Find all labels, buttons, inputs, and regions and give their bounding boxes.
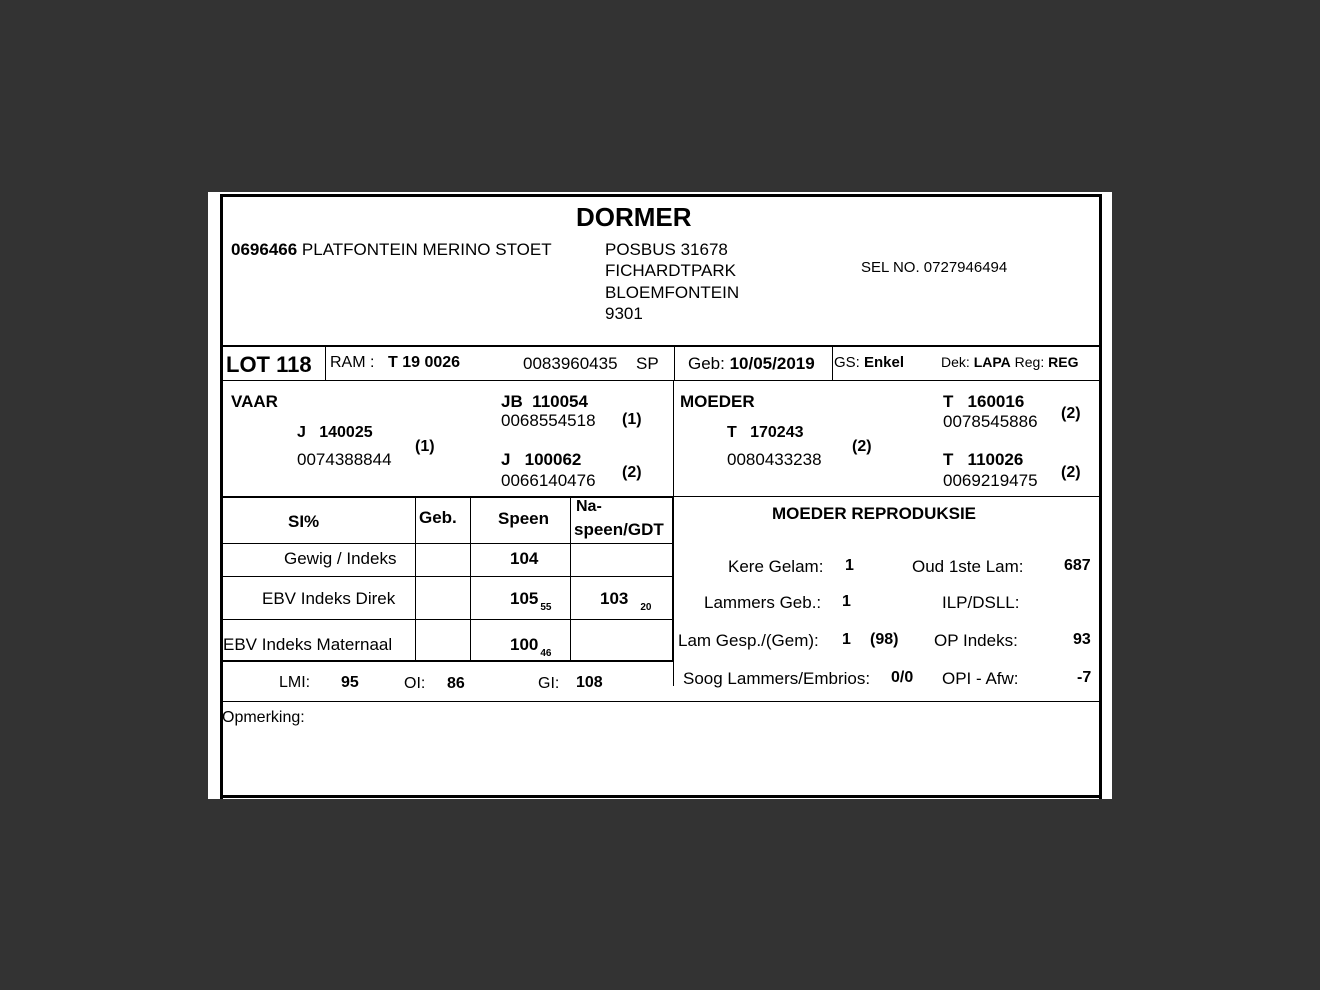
right-border	[1099, 195, 1102, 799]
op-label: OP Indeks:	[934, 631, 1018, 650]
address-line-4: 9301	[605, 304, 643, 323]
lammers-label: Lammers Geb.:	[704, 593, 822, 612]
top-border	[220, 194, 1102, 197]
si-speen-accuracy: 55	[540, 602, 552, 613]
si-speen-value: 105	[510, 589, 539, 608]
lot-card	[208, 192, 1112, 799]
si-speen-value: 100	[510, 635, 539, 654]
si-header-speen: Speen	[498, 509, 550, 528]
soog-value: 0/0	[891, 669, 914, 686]
si-row-speen	[510, 635, 552, 659]
dam-sire-number: 0078545886	[943, 412, 1038, 431]
si-header-label: SI%	[288, 512, 320, 531]
si-col-3	[570, 497, 571, 661]
remark-label: Opmerking:	[222, 709, 305, 726]
owner-name: PLATFONTEIN MERINO STOET	[301, 240, 552, 259]
si-speen-accuracy: 46	[540, 648, 552, 659]
soog-label: Soog Lammers/Embrios:	[683, 669, 871, 688]
sire-sire-id: JB 110054	[501, 392, 588, 411]
dam-label: MOEDER	[680, 392, 755, 411]
dam-dam-grade: (2)	[1061, 464, 1081, 481]
gs-value: Enkel	[864, 354, 905, 371]
ram-divider	[674, 347, 675, 380]
oud-label: Oud 1ste Lam:	[912, 557, 1024, 576]
lot-number: LOT 118	[226, 352, 312, 377]
dek-reg-field	[941, 355, 1078, 369]
si-row-label: EBV Indeks Maternaal	[223, 635, 393, 654]
si-row-naspeen	[600, 589, 652, 613]
bottom-border	[220, 795, 1102, 798]
lammers-value: 1	[842, 593, 851, 610]
si-naspeen-value: 103	[600, 589, 629, 608]
si-col-4	[672, 497, 674, 662]
sire-grade: (1)	[415, 438, 435, 455]
dam-sire-id: T 160016	[943, 392, 1025, 411]
lam-gem-value: (98)	[870, 631, 899, 648]
si-row-label: EBV Indeks Direk	[262, 589, 396, 608]
indices-bottom-rule	[220, 701, 1102, 702]
op-value: 93	[1073, 631, 1091, 648]
si-header-naspeen-2: speen/GDT	[574, 520, 664, 539]
birth-label: Geb:	[688, 354, 725, 373]
owner-line	[231, 241, 552, 258]
lot-row-top-rule	[220, 345, 1102, 347]
repro-title: MOEDER REPRODUKSIE	[772, 504, 977, 523]
si-row-line-2	[220, 576, 674, 577]
lam-value: 1	[842, 631, 851, 648]
geb-divider	[832, 347, 833, 380]
dam-grade: (2)	[852, 438, 872, 455]
kere-label: Kere Gelam:	[728, 557, 824, 576]
oud-value: 687	[1064, 557, 1091, 574]
ram-label: RAM :	[330, 354, 375, 371]
si-row-line-3	[220, 619, 674, 620]
dek-value: LAPA	[973, 354, 1011, 370]
gs-field	[834, 355, 904, 370]
address-line-1: POSBUS 31678	[605, 240, 728, 259]
opi-label: OPI - Afw:	[942, 669, 1019, 688]
lmi-label: LMI:	[279, 674, 311, 691]
oi-value: 86	[447, 675, 465, 692]
reg-label: Reg:	[1014, 354, 1045, 370]
si-table-top	[220, 496, 674, 498]
dam-sire-grade: (2)	[1061, 405, 1081, 422]
opi-value: -7	[1077, 669, 1092, 686]
ram-reg-number: 0083960435	[523, 354, 618, 373]
birth-value: 10/05/2019	[729, 354, 815, 373]
sire-label: VAAR	[231, 392, 278, 411]
sire-dam-grade: (2)	[622, 464, 642, 481]
lot-divider	[325, 347, 326, 380]
si-table-bottom	[220, 660, 674, 662]
kere-value: 1	[845, 557, 854, 574]
ram-id: T 19 0026	[388, 354, 461, 371]
si-row-speen: 104	[510, 549, 539, 568]
address-line-2: FICHARDTPARK	[605, 261, 736, 280]
gi-value: 108	[576, 674, 603, 691]
gs-label: GS:	[834, 354, 860, 371]
address-line-3: BLOEMFONTEIN	[605, 283, 740, 302]
sire-sire-grade: (1)	[622, 411, 642, 428]
si-naspeen-accuracy: 20	[640, 602, 652, 613]
owner-number: 0696466	[231, 240, 298, 259]
birth-date	[688, 355, 815, 372]
dam-number: 0080433238	[727, 450, 822, 469]
si-header-naspeen-1: Na-	[576, 498, 602, 515]
gi-label: GI:	[538, 675, 560, 692]
si-col-2	[470, 497, 471, 661]
repro-top	[674, 496, 1101, 497]
si-col-1	[415, 497, 416, 661]
dam-dam-id: T 110026	[943, 450, 1024, 469]
sire-dam-number: 0066140476	[501, 471, 596, 490]
si-row-label: Gewig / Indeks	[284, 549, 397, 568]
oi-label: OI:	[404, 675, 426, 692]
lot-row-bottom-rule	[220, 380, 1102, 381]
sire-id: J 140025	[297, 424, 373, 441]
sire-dam-id: J 100062	[501, 450, 582, 469]
reg-value: REG	[1048, 354, 1079, 370]
lmi-value: 95	[341, 674, 359, 691]
dek-label: Dek:	[941, 354, 970, 370]
dam-dam-number: 0069219475	[943, 471, 1038, 490]
sire-number: 0074388844	[297, 450, 392, 469]
si-row-line-1	[220, 543, 674, 544]
dam-id: T 170243	[727, 424, 804, 441]
ram-reg-suffix: SP	[636, 354, 659, 373]
breed-title: DORMER	[576, 202, 692, 232]
phone-number: SEL NO. 0727946494	[861, 259, 1008, 276]
si-row-speen	[510, 589, 552, 613]
lam-label: Lam Gesp./(Gem):	[678, 631, 819, 650]
ilp-label: ILP/DSLL:	[942, 593, 1020, 612]
sire-sire-number: 0068554518	[501, 411, 596, 430]
si-header-geb: Geb.	[419, 508, 457, 527]
